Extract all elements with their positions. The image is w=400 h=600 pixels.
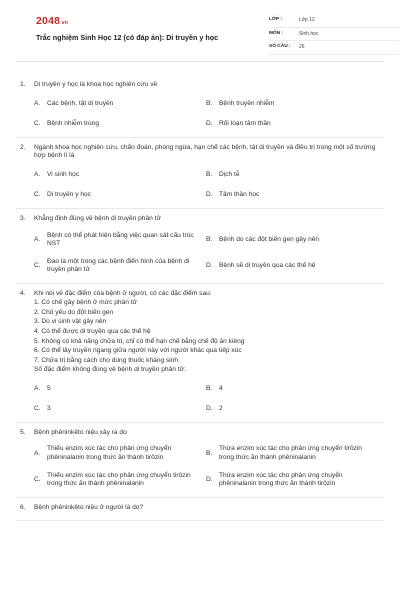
answer-options [20,100,380,129]
question-1 [16,75,384,138]
site-logo[interactable] [36,15,68,29]
meta-value: 26 [299,44,305,50]
question-text: Khẳng định đúng về bệnh di truyền phân tử [34,214,161,222]
answer-options [20,232,380,275]
question-4 [16,284,384,423]
statement-line: 2. Chủ yếu do đột biến gen [34,308,114,316]
meta-value: Sinh học [299,30,319,37]
question-3 [16,209,384,284]
answer-option[interactable] [34,232,206,249]
question-number: 5. [20,428,26,436]
answer-option[interactable] [206,120,378,129]
question-text: Di truyền y học là khoa học nghiên cứu về [34,81,158,88]
option-letter: A. [34,170,41,178]
option-letter: D. [206,261,213,269]
question-text: Ngành khoa học nghiên cứu, chẩn đoán, phòng ngừa, hạn chế các bệnh, tật di truyền và điều trị trong một số trường hợp bệnh lí là [34,143,376,160]
option-text: 5 [47,384,51,392]
statement-line: 6. Có thể lây truyền ngang giữa người này với người khác qua tiếp xúc [34,347,242,355]
answer-option[interactable] [206,445,378,462]
question-number: 3. [20,214,26,222]
answer-options [20,385,380,414]
answer-option[interactable] [34,472,206,489]
option-letter: D. [206,475,213,483]
logo-main: 2048 [36,15,61,27]
option-text: Bệnh có thể phát hiện bằng việc quan sát cấu trúc NST [47,231,194,248]
option-letter: B. [206,170,213,178]
option-text: 3 [47,405,51,413]
question-5 [16,423,384,498]
option-text: Bệnh truyền nhiễm [219,99,275,107]
answer-option[interactable] [206,472,378,489]
option-text: Thừa enzim xúc tác cho phản ứng chuyển tirôzin trong thức ăn thành phêninalanin [219,445,362,461]
option-letter: D. [206,120,213,128]
statement-line: 4. Có thể được di truyền qua các thế hệ [34,327,151,335]
option-text: Đao là một trong các bệnh điển hình của bệnh di truyền phân tử [47,257,190,274]
option-letter: A. [34,449,41,457]
option-text: Các bệnh, tật di truyền [47,99,114,107]
question-row [20,144,380,161]
answer-options [20,445,380,488]
option-text: Vi sinh học [47,170,80,178]
answer-option[interactable] [206,100,378,109]
answer-option[interactable] [34,120,206,129]
option-text: Bệnh nhiễm trùng [47,120,100,128]
question-2 [16,138,384,209]
answer-option[interactable] [34,445,206,462]
meta-key: MÔN : [269,30,284,36]
answer-option[interactable] [34,100,206,109]
statement-line: 5. Không có khả năng chữa trị, chỉ có thể hạn chế bằng chế độ ăn kiêng [34,337,245,345]
option-letter: D. [206,405,213,413]
question-row [20,429,380,438]
option-text: Thiếu enzim xúc tác cho phản ứng chuyển phêninalanin trong thức ăn thành tirôzin [47,445,172,461]
option-letter: C. [34,261,41,269]
option-letter: C. [34,405,41,413]
statement-line: 3. Do vi sinh vật gây nên [34,318,107,326]
document-title: Trắc nghiệm Sinh Học 12 (có đáp án): Di truyền y học [36,33,219,42]
option-text: Thừa enzim xúc tác cho phản ứng chuyển phêninalanin trong thức ăn thành tirôzin [219,471,343,488]
option-letter: C. [34,475,41,483]
option-text: Dịch tễ [219,170,240,178]
meta-row-count [269,41,399,55]
option-text: Rối loạn tâm thần [219,120,271,128]
option-letter: B. [206,384,213,392]
option-letter: A. [34,99,41,107]
question-row [20,504,380,513]
answer-option[interactable] [206,232,378,249]
question-6 [16,498,384,522]
option-text: 4 [219,384,223,392]
answer-option[interactable] [34,385,206,394]
meta-value: Lớp 12 [299,17,315,23]
option-text: Di truyền y học [47,191,91,199]
option-letter: A. [34,384,41,392]
answer-option[interactable] [206,171,378,180]
option-letter: B. [206,449,213,457]
option-letter: B. [206,99,213,107]
question-row [20,290,380,299]
option-text: Thiếu enzim xúc tác cho phản ứng chuyển tirôzin trong thức ăn thành phêninalanin [47,471,191,488]
statement-line: 1. Có chế gây bệnh ở mức phân tử [34,299,137,307]
answer-option[interactable] [206,191,378,200]
statement-line: 7. Chữa trị bằng cách cho dùng thuốc kháng sinh [34,356,179,364]
answer-option[interactable] [34,171,206,180]
answer-options [20,171,380,200]
statement-line: Số đặc điểm không đúng về bệnh di truyền phân tử: [34,366,186,374]
question-number: 1. [20,81,26,88]
question-text: Bệnh phêninkêto niệu xảy ra do [34,428,127,436]
meta-row-subject [269,28,399,42]
answer-option[interactable] [34,191,206,200]
option-letter: D. [206,191,213,199]
option-letter: C. [34,120,41,128]
document-header [16,0,384,62]
option-text: Tâm thần học [219,191,260,199]
meta-key: SỐ CÂU : [269,44,291,50]
option-text: 2 [219,405,223,413]
option-letter: B. [206,235,213,243]
question-text: Khi nói về đặc điểm của bệnh ở người, có các đặc điểm sau: [34,289,212,297]
question-text: Bệnh phêninkêto niệu ở người là do? [34,503,144,511]
question-row [20,81,380,90]
answer-option[interactable] [206,405,378,414]
question-row [20,215,380,224]
option-letter: A. [34,235,41,243]
question-list [16,62,384,521]
option-text: Bệnh sẽ di truyền qua các thế hệ [219,261,316,269]
document-meta [269,14,399,55]
question-number: 4. [20,289,26,297]
answer-option[interactable] [206,385,378,394]
question-number: 2. [20,143,26,151]
question-statements [20,298,380,374]
answer-option[interactable] [34,405,206,414]
logo-tld: .vn [60,20,68,26]
answer-option[interactable] [34,258,206,275]
option-text: Bệnh do các đột biến gen gây nên [219,235,320,243]
option-letter: C. [34,191,41,199]
answer-option[interactable] [206,258,378,275]
question-number: 6. [20,503,26,511]
meta-row-class [269,14,399,28]
meta-key: LỚP : [269,17,283,23]
